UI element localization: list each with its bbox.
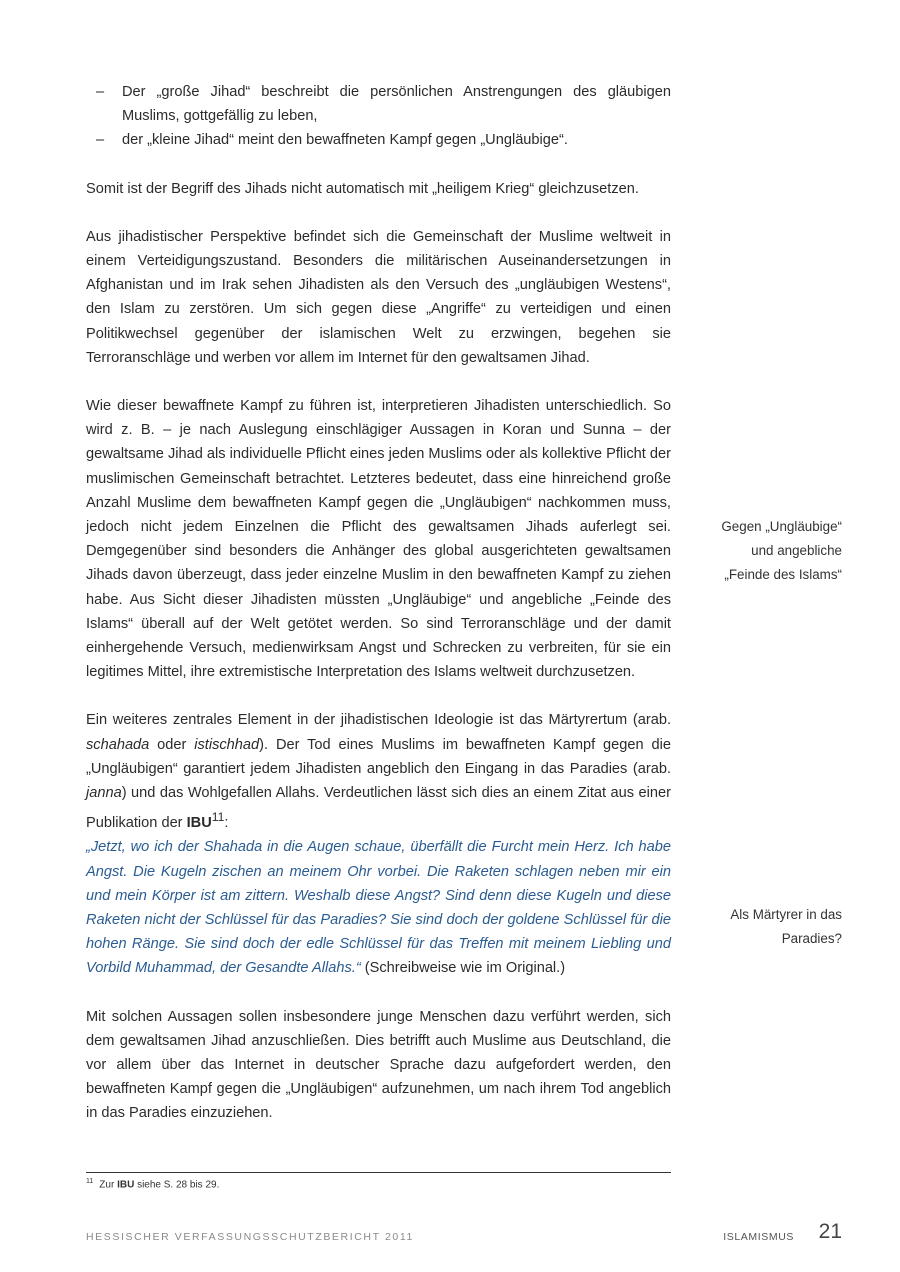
list-dash: – xyxy=(96,132,105,149)
page-number: 21 xyxy=(818,1220,842,1243)
paragraph-martyrdom xyxy=(86,708,671,980)
arabic-term: janna xyxy=(86,785,122,802)
paragraph-armed-struggle: Wie dieser bewaffnete Kampf zu führen ist, interpretieren Jihadisten unterschiedlich. So wird z. B. – je nach Auslegung einschlägiger Aussagen in Koran und Sunna – der gewaltsame Jihad als individuelle Pflicht eines jeden Muslims oder als kollektive Pflicht der muslimischen Gemeinschaft betrachtet. Letzteres bedeutet, dass eine hinreichend große Anzahl Muslime dem bewaffneten Kampf gegen die „Ungläubigen“ nachkommen muss, jedoch nicht jedem Einzelnen die Pflicht des gewaltsamen Jihads auferlegt sei. Demgegenüber sind besonders die Anhänger des global ausgerichteten gewaltsamen Jihads davon überzeugt, dass jeder einzelne Muslim in den bewaffneten Kampf zu ziehen habe. Aus Sicht dieser Jihadisten müssten „Ungläubige“ und angebliche „Feinde des Islams“ überall auf der Welt getötet werden. So sind Terroranschläge und der damit einhergehende Versuch, medienwirksam Angst und Schrecken zu verbreiten, für sie ein legitimes Mittel, ihre extremistische Interpretation des Islams weltweit durchzusetzen. xyxy=(86,398,671,681)
paragraph-recruitment: Mit solchen Aussagen sollen insbesondere junge Menschen dazu verführt werden, sich dem gewaltsamen Jihad anzuschließen. Dies betrifft auch Muslime aus Deutschland, die vor allem über das Internet in deutscher Sprache dazu aufgefordert werden, den bewaffneten Kampf gegen die „Ungläubigen“ aufzunehmen, um nach ihrem Tod angeblich in das Paradies einzuziehen. xyxy=(86,1008,671,1122)
footnote-text: Zur xyxy=(99,1179,118,1191)
margin-note-line: Gegen „Ungläubige“ xyxy=(721,519,842,534)
arabic-term: istischhad xyxy=(194,736,260,753)
text-run: (Schreibweise wie im Original.) xyxy=(360,960,566,977)
text-run: ) und das Wohlgefallen Allahs. Verdeutlichen lässt sich dies an einem Zitat aus einer Publikation der xyxy=(86,785,671,832)
text-run: oder xyxy=(149,736,195,753)
margin-note-martyr xyxy=(672,903,842,951)
margin-note-line: Als Märtyrer in das Paradies? xyxy=(730,907,842,946)
paragraph-jihad-meaning: Somit ist der Begriff des Jihads nicht automatisch mit „heiligem Krieg“ gleichzusetzen. xyxy=(86,180,639,197)
footnote-reference[interactable]: 11 xyxy=(211,810,225,825)
list-item-text: der „kleine Jihad“ meint den bewaffneten Kampf gegen „Ungläubige“. xyxy=(122,132,568,149)
footnote xyxy=(86,1175,219,1192)
text-run: Ein weiteres zentrales Element in der jihadistischen Ideologie ist das Märtyrertum (arab. xyxy=(86,712,671,729)
ibu-quote: „Jetzt, wo ich der Shahada in die Augen schaue, überfällt die Furcht mein Herz. Ich habe Angst. Die Kugeln zischen an meinem Ohr vorbei. Die Raketen schlagen neben mir ein und mein Körper ist am zittern. Weshalb diese Angst? Sind denn diese Kugeln und diese Raketen nicht der Schlüssel für das Paradies? Sie sind doch der goldene Schlüssel für die hohen Ränge. Sie sind doch der edle Schlüssel für das Treffen mit meinem Liebling und Vorbild Muhammad, der Gesandte Allahs.“ xyxy=(86,839,671,977)
footnote-number: 11 xyxy=(86,1178,94,1185)
list-dash: – xyxy=(96,84,105,100)
list-item-text: Der „große Jihad“ beschreibt die persönlichen Anstrengungen des gläubigen Muslims, gottgefällig zu leben, xyxy=(122,84,671,125)
text-run: ). Der Tod eines Muslims im bewaffneten Kampf gegen die „Ungläubigen“ garantiert jedem Jihadisten angeblich den Eingang in das Paradies (arab. xyxy=(86,736,671,777)
footnote-divider xyxy=(86,1172,671,1173)
margin-note-line: „Feinde des Islams“ xyxy=(724,567,842,582)
list-item xyxy=(86,80,671,128)
footnote-text: siehe S. 28 bis 29. xyxy=(134,1179,220,1191)
main-text-column xyxy=(86,80,671,1150)
footer-section-label: ISLAMISMUS xyxy=(723,1231,794,1243)
text-run: : xyxy=(224,815,229,832)
footer-publication-title: HESSISCHER VERFASSUNGSSCHUTZBERICHT 2011 xyxy=(86,1231,414,1243)
margin-note-line: und angebliche xyxy=(751,543,842,558)
paragraph-jihadist-perspective: Aus jihadistischer Perspektive befindet sich die Gemeinschaft der Muslime weltweit in einem Verteidigungszustand. Besonders die militärischen Auseinandersetzungen in Afghanistan und im Irak sehen Jihadisten als den Versuch des „ungläubigen Westens“, den Islam zu zerstören. Um sich gegen diese „Angriffe“ zu verteidigen und einen Politikwechsel gegenüber der islamischen Welt zu erzwingen, begehen sie Terroranschläge und werben vor allem im Internet für den gewaltsamen Jihad. xyxy=(86,228,671,366)
jihad-definition-list xyxy=(86,80,671,153)
organization-name: IBU xyxy=(186,815,212,832)
list-item xyxy=(86,128,671,152)
margin-note-enemies xyxy=(672,515,842,587)
arabic-term: schahada xyxy=(86,736,150,753)
organization-name: IBU xyxy=(117,1179,135,1191)
